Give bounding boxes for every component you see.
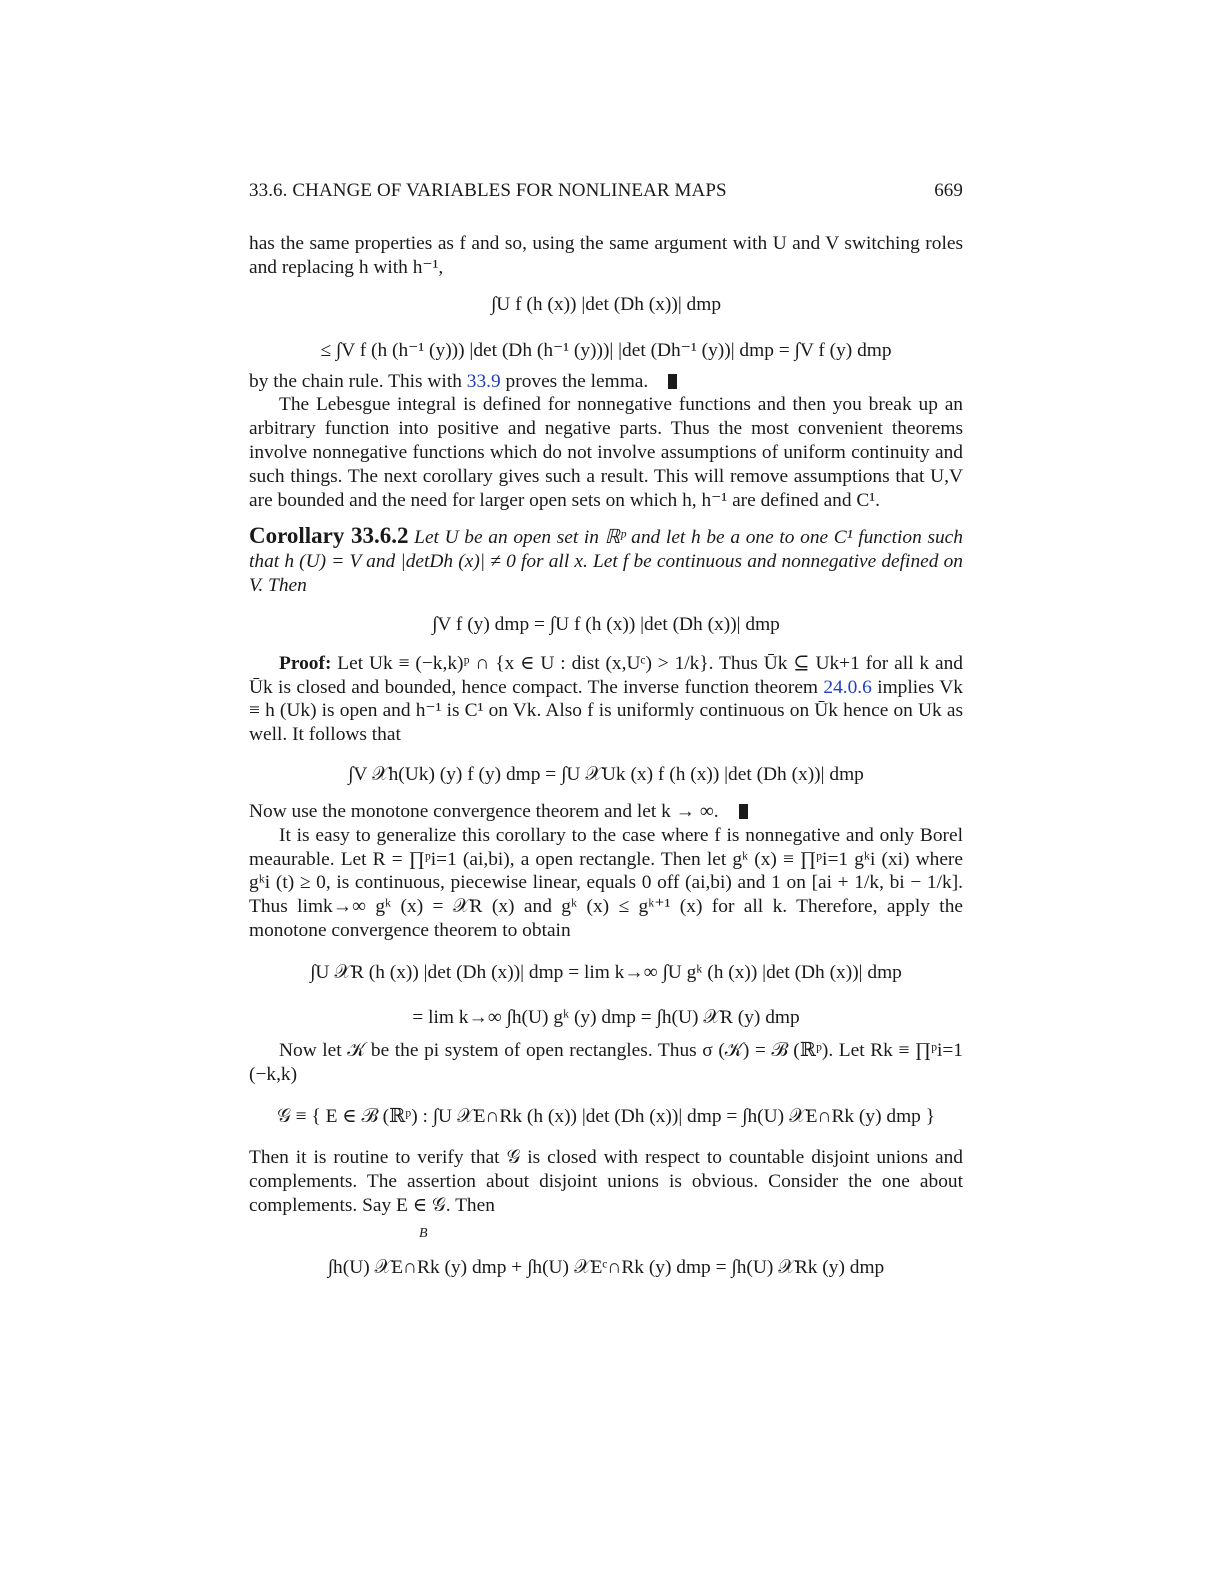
equation-link-33-9[interactable]: 33.9 xyxy=(466,370,501,392)
equation-6: ∫h(U) 𝒳E∩Rk (y) dmp + ∫h(U) 𝒳Eᶜ∩Rk (y) dmp = ∫h(U) 𝒳Rk (y) dmp xyxy=(327,1256,885,1278)
paragraph-pi-system: Now let 𝒦 be the pi system of open rectangles. Thus σ (𝒦) = ℬ (ℝᵖ). Let Rk ≡ ∏ᵖi=1 (−k,k) xyxy=(249,1039,963,1085)
corollary-statement: Let U be an open set in ℝᵖ and let h be a one to one C¹ function such that h (U) = V and |detDh (x)| ≠ 0 for all x. Let f be continuous and nonnegative defined on V. Then xyxy=(249,527,963,596)
proof-label: Proof: xyxy=(279,652,332,674)
page-content xyxy=(249,180,963,1279)
corollary-heading: Corollary 33.6.2 xyxy=(249,523,409,549)
chain-rule-text: by the chain rule. This with xyxy=(249,370,467,392)
qed-icon xyxy=(739,804,748,819)
equation-4-line-1: ∫U 𝒳R (h (x)) |det (Dh (x))| dmp = lim k→∞ ∫U gᵏ (h (x)) |det (Dh (x))| dmp xyxy=(310,961,902,983)
qed-icon xyxy=(668,374,677,389)
paragraph-intro: has the same properties as f and so, using the same argument with U and V switching roles and replacing h with h⁻¹, xyxy=(249,233,963,278)
paragraph-chain-rule xyxy=(249,370,963,394)
proof-text-1b: k ⊆ Uk+1 for all k and Ūk is closed and bounded, hence compact. The inverse function theorem xyxy=(249,652,963,698)
equation-4-line-2: = lim k→∞ ∫h(U) gᵏ (y) dmp = ∫h(U) 𝒳R (y) dmp xyxy=(412,1006,800,1028)
monotone-text: Now use the monotone convergence theorem and let k → ∞. xyxy=(249,800,719,822)
label-b: B xyxy=(419,1225,428,1241)
proof-text-1: Let Uk ≡ (−k,k)ᵖ ∩ {x ∈ U : dist (x,Uᶜ) > 1/k}. Thus Ū xyxy=(331,652,778,674)
corollary-block xyxy=(249,524,963,597)
equation-1-line-2: ≤ ∫V f (h (h⁻¹ (y))) |det (Dh (h⁻¹ (y)))| |det (Dh⁻¹ (y))| dmp = ∫V f (y) dmp xyxy=(320,339,892,361)
equation-3: ∫V 𝒳h(Uk) (y) f (y) dmp = ∫U 𝒳Uk (x) f (h (x)) |det (Dh (x))| dmp xyxy=(348,763,864,785)
section-title: 33.6. CHANGE OF VARIABLES FOR NONLINEAR MAPS xyxy=(249,180,727,201)
page-number: 669 xyxy=(934,180,963,201)
equation-1-line-1: ∫U f (h (x)) |det (Dh (x))| dmp xyxy=(490,293,722,315)
paragraph-generalize: It is easy to generalize this corollary to the case where f is nonnegative and only Borel meaurable. Let R = ∏ᵖi=1 (ai,bi), a open rectangle. Then let gᵏ (x) ≡ ∏ᵖi=1 gᵏi (xi) where gᵏi (t) ≥ 0, is continuous, piecewise linear, equals 0 off (ai,bi) and 1 on [ai + 1/k, bi − 1/k]. Thus limk→∞ gᵏ (x) = 𝒳R (x) and gᵏ (x) ≤ gᵏ⁺¹ (x) for all k. Therefore, apply the monotone convergence theorem to obtain xyxy=(249,824,963,941)
proof-text-2: implies Vk ≡ h (Uk) is open and h⁻¹ is C¹ on Vk. Also f is uniformly continuous on Ūk hence on Uk as well. It follows that xyxy=(249,676,964,746)
chain-rule-end: proves the lemma. xyxy=(500,370,649,392)
proof-paragraph xyxy=(249,652,963,747)
paragraph-monotone xyxy=(249,800,963,824)
theorem-link-24-0-6[interactable]: 24.0.6 xyxy=(823,676,872,698)
paragraph-lebesgue: The Lebesgue integral is defined for nonnegative functions and then you break up an arbitrary function into positive and negative parts. Thus the most convenient theorems involve nonnegative functions which do not involve assumptions of uniform continuity and such things. The next corollary gives such a result. This will remove assumptions that U,V are bounded and the need for larger open sets on which h, h⁻¹ are defined and C¹. xyxy=(249,394,963,511)
running-header xyxy=(249,180,963,202)
equation-5: 𝒢 ≡ { E ∈ ℬ (ℝᵖ) : ∫U 𝒳E∩Rk (h (x)) |det (Dh (x))| dmp = ∫h(U) 𝒳E∩Rk (y) dmp } xyxy=(276,1106,936,1128)
paragraph-complements: Then it is routine to verify that 𝒢 is closed with respect to countable disjoint unions and complements. The assertion about disjoint unions is obvious. Consider the one about complements. Say E ∈ 𝒢. Then xyxy=(249,1147,963,1216)
equation-2: ∫V f (y) dmp = ∫U f (h (x)) |det (Dh (x))| dmp xyxy=(432,613,780,635)
